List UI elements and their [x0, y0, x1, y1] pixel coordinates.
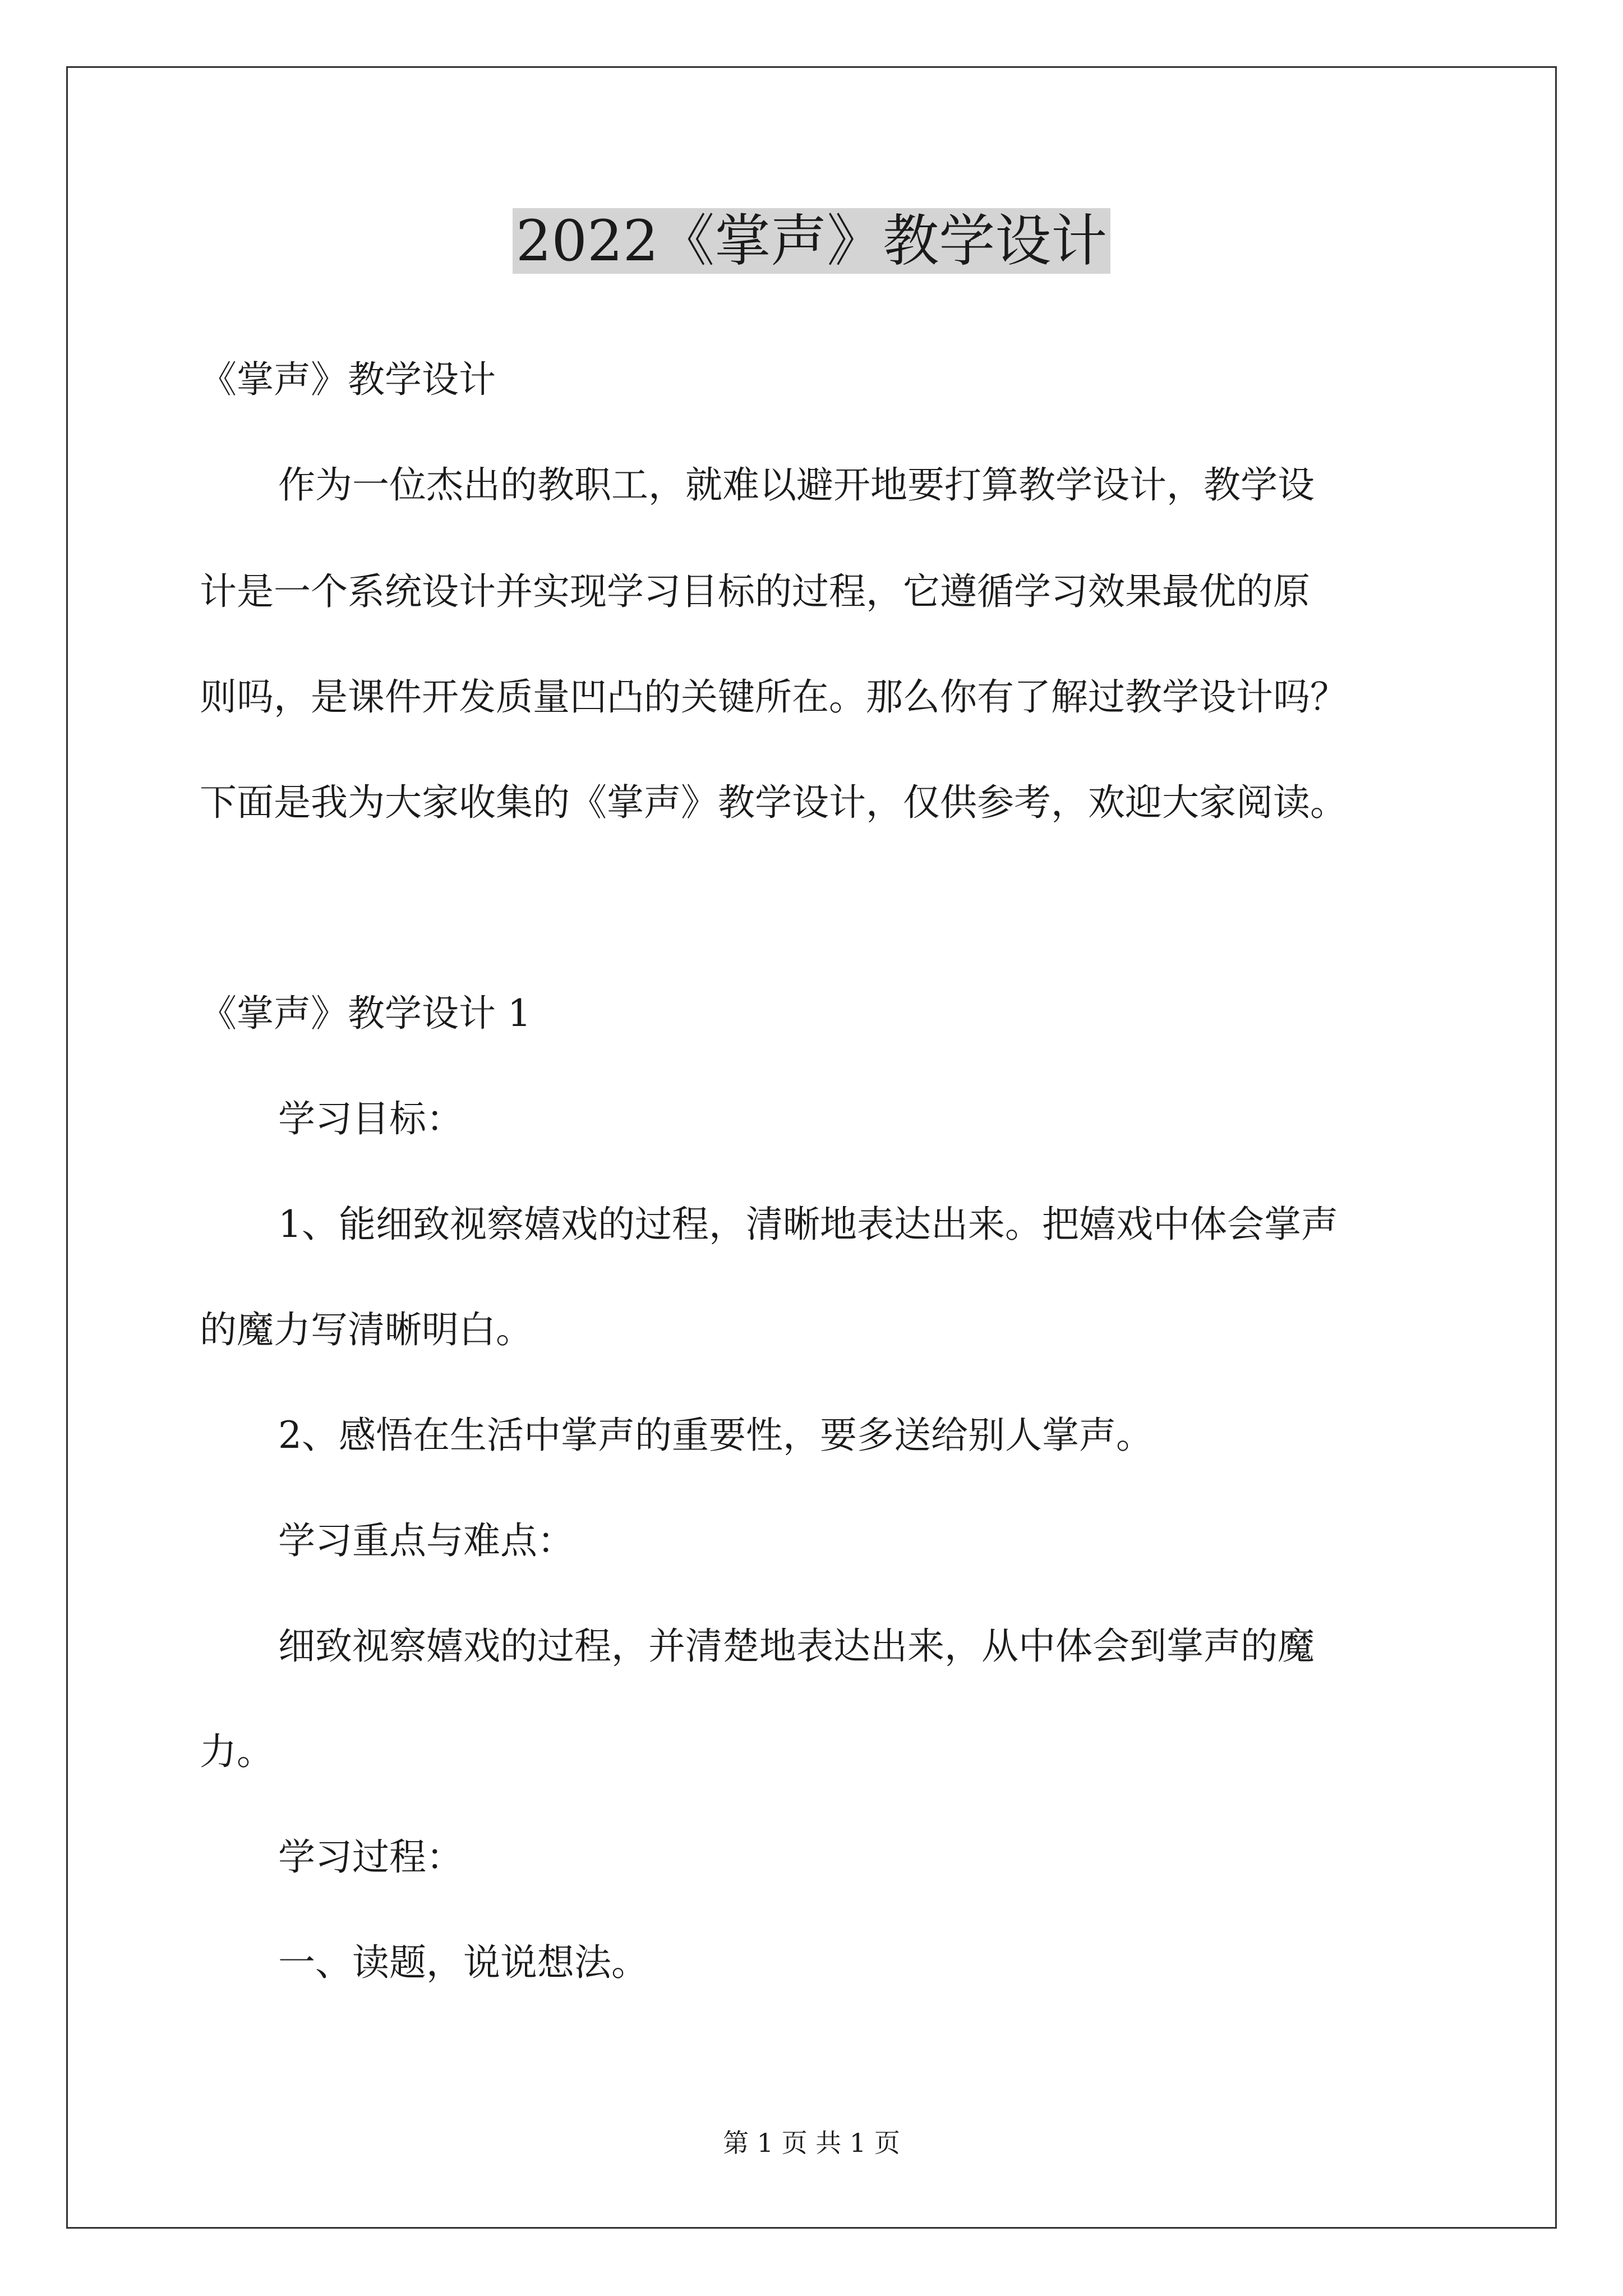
- intro-line-2: 计是一个系统设计并实现学习目标的过程，它遵循学习效果最优的原: [200, 570, 1310, 613]
- process-heading: 学习过程：: [278, 1835, 463, 1879]
- subtitle: 《掌声》教学设计: [200, 358, 496, 401]
- section-heading: 《掌声》教学设计 1: [200, 992, 531, 1035]
- intro-line-4: 下面是我为大家收集的《掌声》教学设计，仅供参考，欢迎大家阅读。: [200, 781, 1347, 824]
- step-1: 一、读题，说说想法。: [278, 1941, 648, 1984]
- key-points-line-2: 力。: [200, 1730, 274, 1773]
- intro-line-1: 作为一位杰出的教职工，就难以避开地要打算教学设计，教学设: [278, 463, 1315, 507]
- key-points-line-1: 细致视察嬉戏的过程，并清楚地表达出来，从中体会到掌声的魔: [278, 1625, 1315, 1668]
- goal-1-line-1: 1、能细致视察嬉戏的过程，清晰地表达出来。把嬉戏中体会掌声: [278, 1203, 1338, 1246]
- page-footer: 第 1 页 共 1 页: [723, 2128, 900, 2158]
- goal-2: 2、感悟在生活中掌声的重要性，要多送给别人掌声。: [278, 1414, 1153, 1457]
- goal-1-line-2: 的魔力写清晰明白。: [200, 1308, 533, 1351]
- intro-line-3: 则吗，是课件开发质量凹凸的关键所在。那么你有了解过教学设计吗？: [200, 675, 1347, 719]
- title-text: 2022《掌声》教学设计: [513, 208, 1111, 274]
- goals-heading: 学习目标：: [278, 1097, 463, 1140]
- key-points-heading: 学习重点与难点：: [278, 1519, 574, 1562]
- document-title: [0, 202, 1623, 280]
